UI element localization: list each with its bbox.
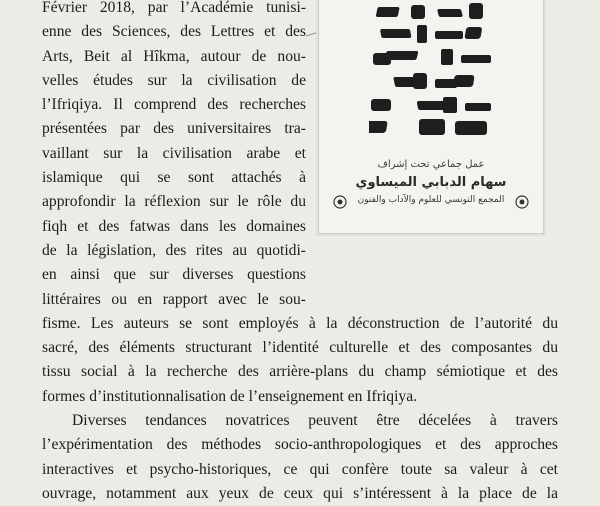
article-line: formes d’institutionnalisation de l’enseignement en Ifriqiya. [42, 387, 418, 405]
article-line: sacré, des éléments structurant l’identité culturelle et des composantes du [42, 339, 558, 357]
article-line: islamique qui se sont attachés à [42, 169, 306, 187]
calligraphy-art [369, 1, 499, 139]
article-line: fiqh et des fatwas dans les domaines [42, 217, 306, 235]
article-line: Février 2018, par l’Académie tunisi- [42, 0, 306, 16]
book-publisher: المجمع التونسي للعلوم والآداب والفنون [357, 195, 505, 205]
article-line: en ainsi que sur diverses questions [42, 266, 306, 284]
article-line: vaillant sur la civilisation arabe et [42, 144, 306, 162]
seal-icon [333, 195, 347, 209]
article-line: présentées par des universitaires tra- [42, 120, 306, 138]
book-subtitle: عمل جماعي تحت إشراف [377, 159, 485, 170]
article-column [42, 0, 306, 312]
book-author: سهام الدبابي الميساوي [355, 175, 507, 190]
article-line: ouvrage, notamment aux yeux de ceux qui s’intéressent à la place de la [42, 484, 558, 502]
article-line: l’Ifriqiya. Il comprend des recherches [42, 96, 306, 114]
article-line: de la législation, des rites au quotidi- [42, 241, 306, 259]
book-cover [318, 0, 544, 234]
article-line: littéraires ou en rapport avec le sou- [42, 290, 306, 308]
article-line: fisme. Les auteurs se sont employés à la déconstruction de l’autorité du [42, 314, 558, 332]
article-line: approfondir la réflexion sur le rôle du [42, 193, 306, 211]
seal-icon [515, 195, 529, 209]
article-line: velles études sur la civilisation de [42, 71, 306, 89]
article-line: l’expérimentation des méthodes socio-anthropologiques et des approches [42, 436, 558, 454]
article-line: tissu social à la recherche des arrière-plans du champ sémiotique et des [42, 363, 558, 381]
article-line: interactives et psycho-historiques, ce qui confère toute sa valeur à cet [42, 460, 558, 478]
article-line: Diverses tendances novatrices peuvent être décelées à travers [72, 412, 558, 430]
article-full-width [42, 312, 558, 506]
article-line: Arts, Beit al Hîkma, autour de nou- [42, 47, 306, 65]
article-line: enne des Sciences, des Lettres et des [42, 23, 306, 41]
